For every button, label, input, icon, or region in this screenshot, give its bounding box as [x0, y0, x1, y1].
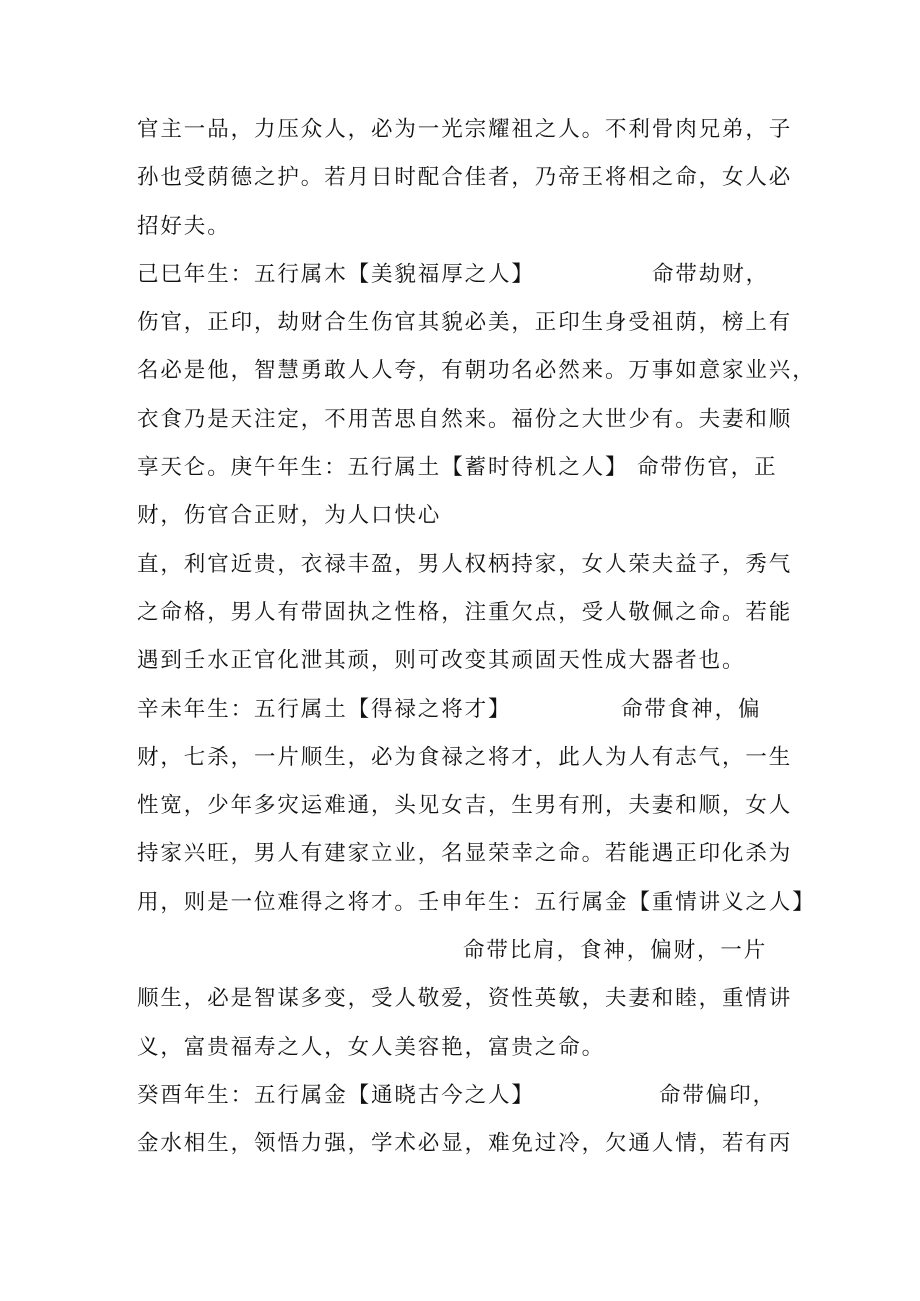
line-text: 癸酉年生：五行属金【通晓古今之人】	[137, 1082, 535, 1108]
text-line	[137, 396, 837, 444]
line-text: 用，则是一位难得之将才。壬申年生：五行属金【重情讲义之人】	[137, 889, 816, 915]
text-line	[137, 927, 837, 975]
line-text: 辛未年生：五行属土【得禄之将才】	[137, 696, 512, 722]
line-text: 衣食乃是天注定，不用苦思自然来。福份之大世少有。夫妻和顺	[137, 406, 793, 432]
line-text: 招好夫。	[137, 213, 231, 239]
document-page	[137, 106, 837, 1169]
line-text-right: 命带比肩，食神，偏财，一片	[463, 938, 768, 964]
line-text: 义，富贵福寿之人，女人美容艳，富贵之命。	[137, 1034, 606, 1060]
text-line	[137, 975, 837, 1023]
text-line	[137, 154, 837, 202]
text-line	[137, 1024, 837, 1072]
line-text: 直，利官近贵，衣禄丰盈，男人权柄持家，女人荣夫益子，秀气	[137, 551, 793, 577]
text-line	[137, 541, 837, 589]
text-line	[137, 734, 837, 782]
line-text: 官主一品，力压众人，必为一光宗耀祖之人。不利骨肉兄弟，子	[137, 117, 793, 142]
text-line	[137, 1120, 837, 1168]
text-line	[137, 686, 837, 734]
line-text: 享天仑。庚午年生：五行属土【蓄时待机之人】 命带伤官，正	[137, 455, 778, 481]
line-text-right: 命带劫财，	[652, 261, 770, 287]
text-line	[137, 1072, 837, 1120]
line-text: 名必是他，智慧勇敢人人夸，有朝功名必然来。万事如意家业兴，	[137, 358, 816, 384]
line-text: 性宽，少年多灾运难通，头见女吉，生男有刑，夫妻和顺，女人	[137, 793, 793, 819]
line-text: 顺生，必是智谋多变，受人敬爱，资性英敏，夫妻和睦，重情讲	[137, 986, 793, 1012]
text-line	[137, 492, 837, 540]
line-text: 金水相生，领悟力强，学术必显，难免过冷，欠通人情，若有丙	[137, 1131, 793, 1157]
line-text-right: 命带偏印，	[659, 1082, 777, 1108]
text-line	[137, 251, 837, 299]
line-text: 己巳年生：五行属木【美貌福厚之人】	[137, 261, 535, 287]
text-line	[137, 444, 837, 492]
text-line	[137, 299, 837, 347]
text-line	[137, 637, 837, 685]
line-text: 之命格，男人有带固执之性格，注重欠点，受人敬佩之命。若能	[137, 599, 793, 625]
line-text: 财，伤官合正财，为人口快心	[137, 503, 442, 529]
line-text: 财，七杀，一片顺生，必为食禄之将才，此人为人有志气，一生	[137, 744, 793, 770]
line-text: 孙也受荫德之护。若月日时配合佳者，乃帝王将相之命，女人必	[137, 165, 793, 191]
line-text: 遇到壬水正官化泄其顽，则可改变其顽固天性成大器者也。	[137, 648, 746, 674]
text-line	[137, 106, 837, 154]
line-text: 伤官，正印，劫财合生伤官其貌必美，正印生身受祖荫，榜上有	[137, 310, 793, 336]
text-line	[137, 879, 837, 927]
line-text-right: 命带食神，偏	[621, 696, 762, 722]
text-line	[137, 830, 837, 878]
line-text: 持家兴旺，男人有建家立业，名显荣幸之命。若能遇正印化杀为	[137, 841, 793, 867]
text-line	[137, 347, 837, 395]
text-line	[137, 203, 837, 251]
text-line	[137, 589, 837, 637]
text-line	[137, 782, 837, 830]
